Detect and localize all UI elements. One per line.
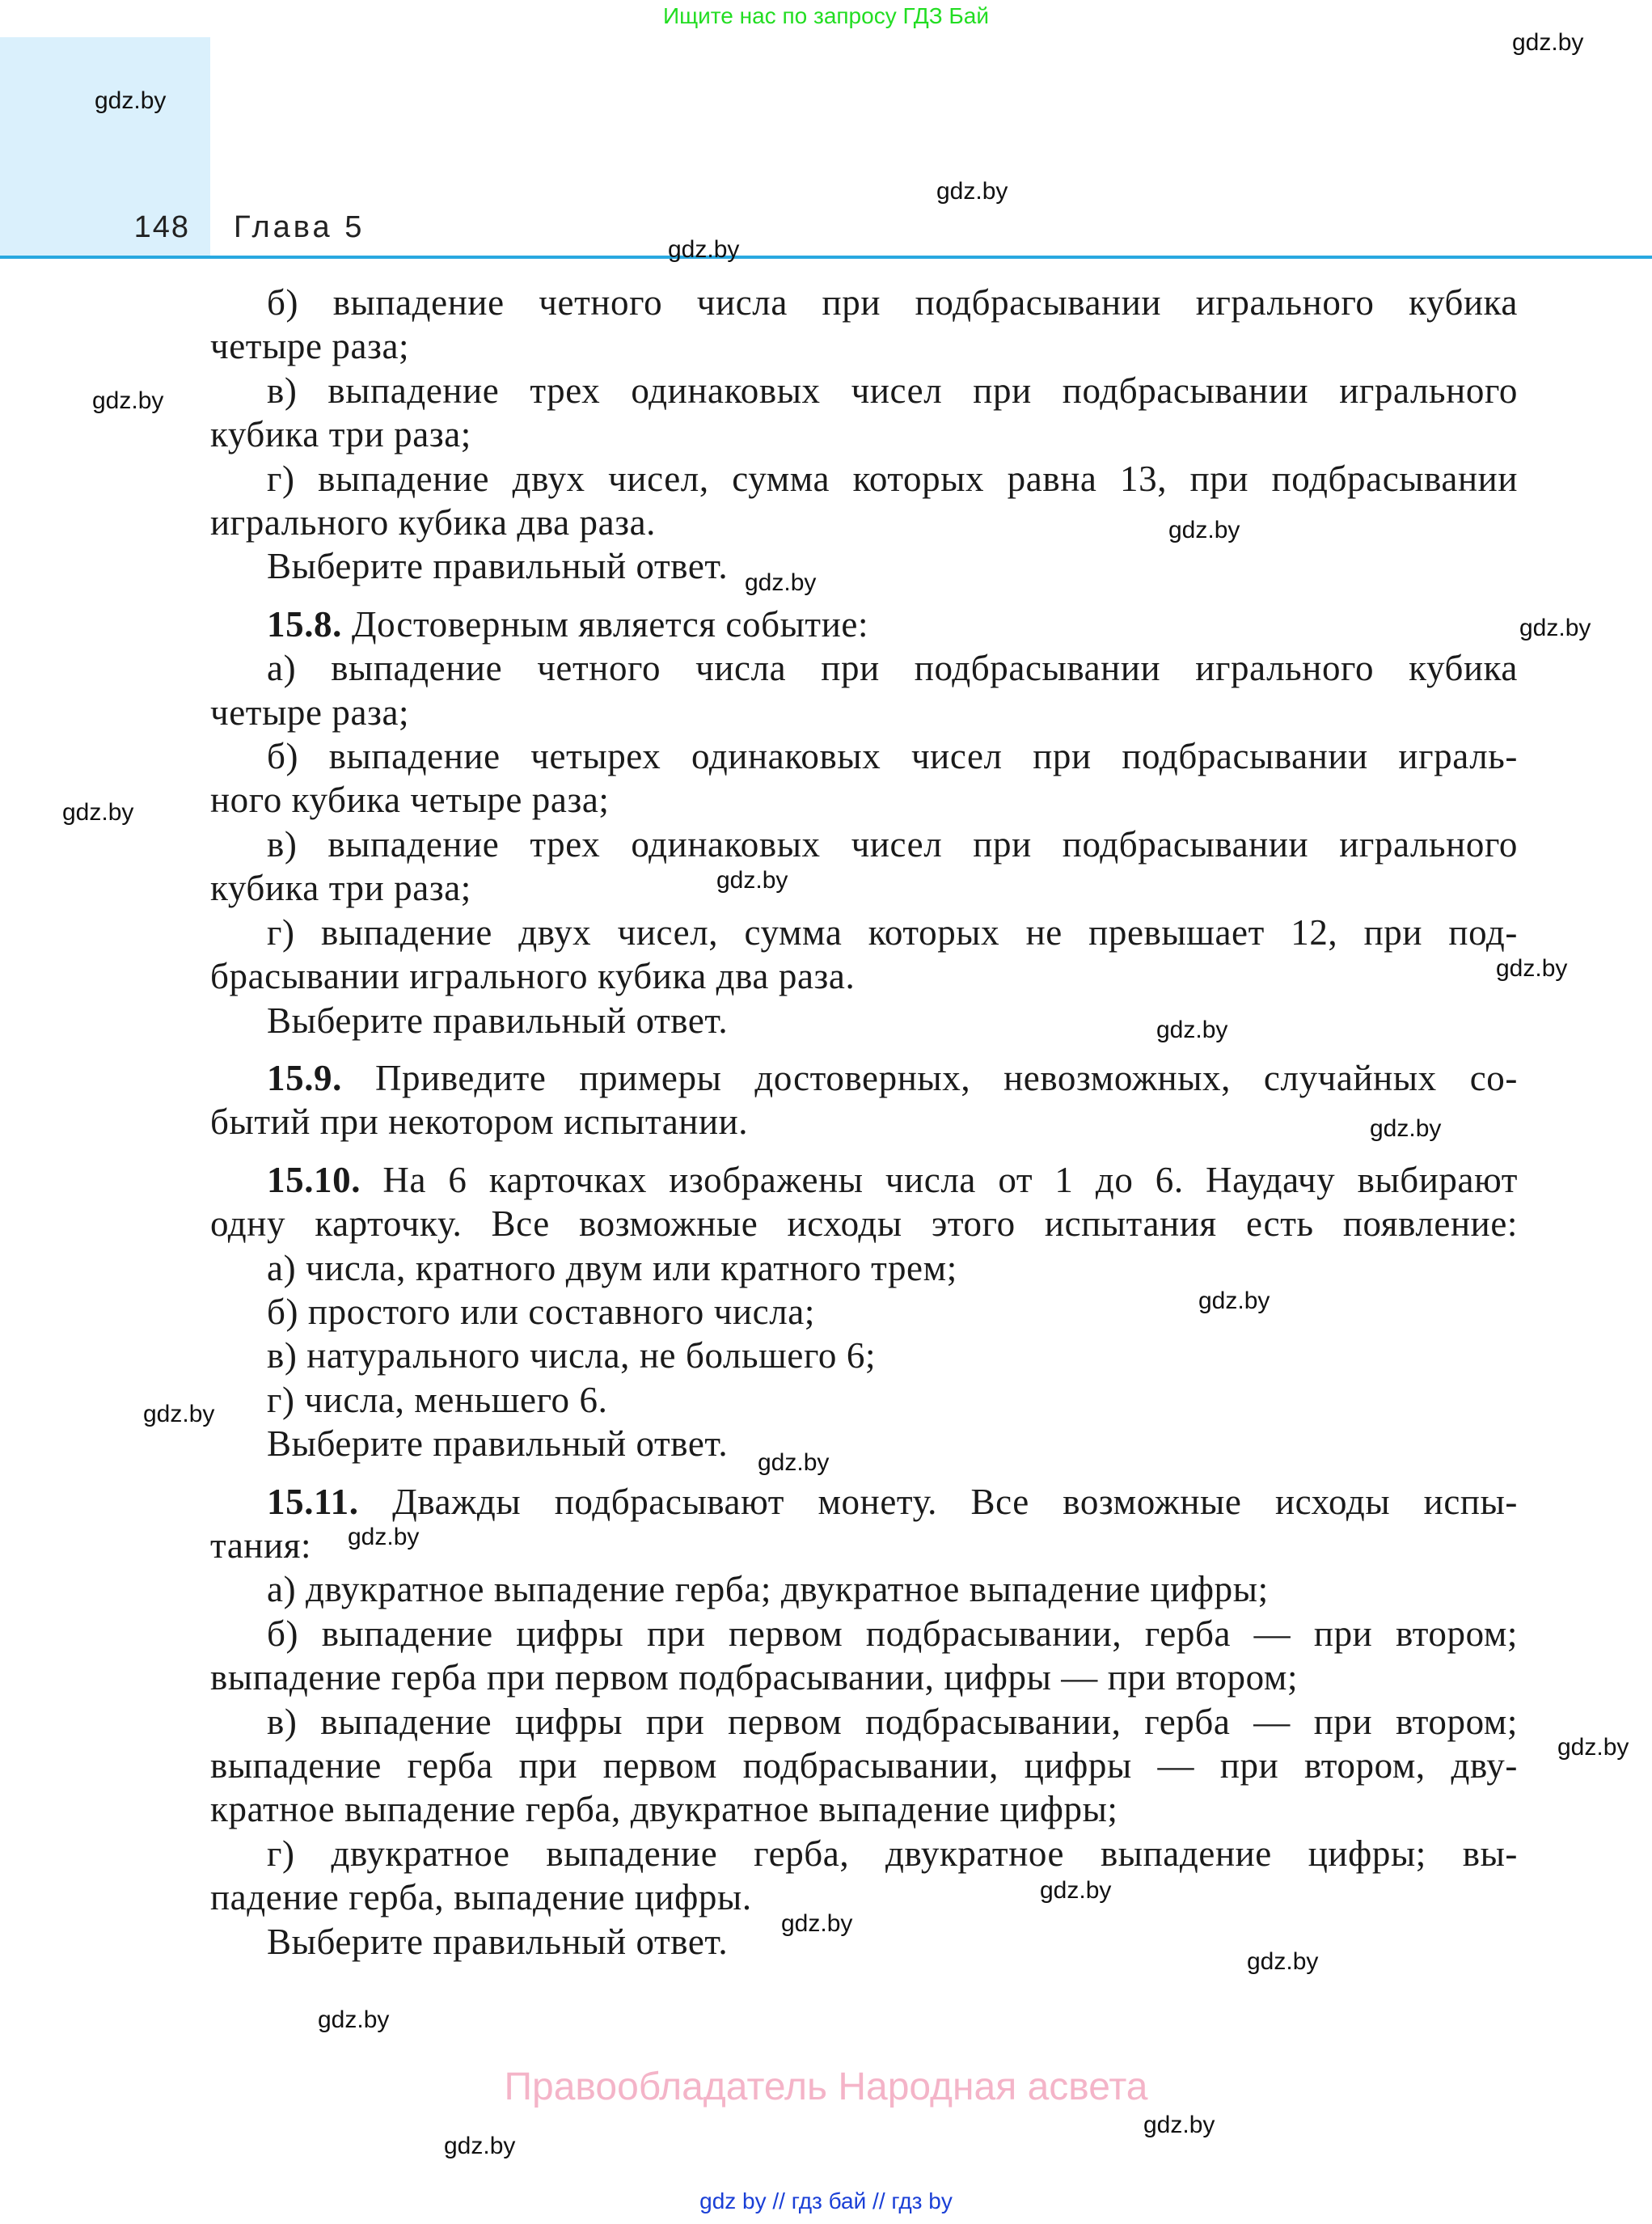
text-line bbox=[210, 603, 1518, 646]
paragraph bbox=[210, 281, 1518, 369]
paragraph bbox=[210, 911, 1518, 999]
line-text: а) числа, кратного двум или кратного трем; bbox=[267, 1247, 957, 1288]
exercise-15.8 bbox=[210, 603, 1518, 646]
line-text: Дважды подбрасывают монету. Все возможные исходы испы- bbox=[358, 1481, 1518, 1522]
exercise-number: 15.11. bbox=[267, 1481, 359, 1522]
line-text: игрального кубика два раза. bbox=[210, 502, 657, 543]
paragraph bbox=[210, 1612, 1518, 1700]
line-text: г) выпадение двух чисел, сумма которых не превышает 12, при под- bbox=[267, 911, 1518, 953]
watermark: gdz.by bbox=[745, 569, 817, 596]
text-line bbox=[210, 999, 1518, 1042]
line-text: Выберите правильный ответ. bbox=[267, 546, 729, 587]
text-line bbox=[210, 954, 1518, 998]
text-line bbox=[210, 281, 1518, 324]
text-line bbox=[210, 1480, 1518, 1524]
line-text: кубика три раза; bbox=[210, 414, 471, 455]
header-divider bbox=[0, 256, 1652, 259]
paragraph bbox=[210, 1378, 1518, 1422]
line-text: в) выпадение трех одинаковых чисел при подбрасывании игрального bbox=[267, 370, 1518, 411]
copyright-owner: Правообладатель Народная асвета bbox=[504, 2065, 1148, 2108]
text-line bbox=[210, 457, 1518, 501]
text-line bbox=[210, 1100, 1518, 1144]
line-text: Выберите правильный ответ. bbox=[267, 1921, 729, 1962]
paragraph bbox=[210, 1832, 1518, 1920]
text-line bbox=[210, 1744, 1518, 1787]
watermark: gdz.by bbox=[318, 2006, 390, 2033]
line-text: брасывании игрального кубика два раза. bbox=[210, 956, 856, 997]
chapter-title: Глава 5 bbox=[234, 210, 365, 244]
watermark: gdz.by bbox=[668, 236, 740, 263]
paragraph bbox=[210, 1422, 1518, 1465]
line-text: ного кубика четыре раза; bbox=[210, 780, 610, 821]
text-line bbox=[210, 1246, 1518, 1290]
watermark: gdz.by bbox=[1168, 517, 1240, 543]
text-line bbox=[210, 1158, 1518, 1202]
text-line bbox=[210, 646, 1518, 690]
text-line bbox=[210, 1567, 1518, 1611]
text-line bbox=[210, 544, 1518, 588]
line-text: б) выпадение четного числа при подбрасывании игрального кубика bbox=[267, 282, 1518, 323]
text-line bbox=[210, 1612, 1518, 1655]
text-line bbox=[210, 1378, 1518, 1422]
watermark: gdz.by bbox=[1247, 1948, 1319, 1975]
line-text: г) числа, меньшего 6. bbox=[267, 1379, 608, 1420]
paragraph bbox=[210, 999, 1518, 1042]
watermark: gdz.by bbox=[1519, 615, 1591, 641]
paragraph bbox=[210, 1246, 1518, 1290]
watermark: gdz.by bbox=[1040, 1877, 1112, 1904]
line-text: г) выпадение двух чисел, сумма которых равна 13, при подбрасывании bbox=[267, 458, 1518, 499]
line-text: тания: bbox=[210, 1524, 312, 1566]
body-text bbox=[210, 281, 1518, 1964]
search-hint-banner: Ищите нас по запросу ГДЗ Бай bbox=[662, 3, 990, 28]
line-text: падение герба, выпадение цифры. bbox=[210, 1877, 752, 1918]
line-text: Достоверным является событие: bbox=[342, 603, 869, 645]
text-line bbox=[210, 501, 1518, 544]
bottom-links[interactable]: gdz by // гдз бай // гдз by bbox=[699, 2188, 953, 2213]
text-line bbox=[210, 691, 1518, 734]
text-line bbox=[210, 1787, 1518, 1831]
line-text: четыре раза; bbox=[210, 326, 410, 367]
line-text: б) выпадение четырех одинаковых чисел при подбрасывании играль- bbox=[267, 736, 1518, 777]
line-text: а) выпадение четного числа при подбрасывании игрального кубика bbox=[267, 648, 1518, 689]
paragraph bbox=[210, 734, 1518, 822]
watermark: gdz.by bbox=[143, 1401, 215, 1427]
exercise-number: 15.9. bbox=[267, 1057, 342, 1098]
paragraph bbox=[210, 1334, 1518, 1377]
watermark: gdz.by bbox=[1557, 1734, 1629, 1761]
text-line bbox=[210, 1202, 1518, 1245]
page-number: 148 bbox=[133, 210, 190, 244]
text-line bbox=[210, 1875, 1518, 1919]
line-text: четыре раза; bbox=[210, 691, 410, 733]
line-text: выпадение герба при первом подбрасывании, цифры — при втором, дву- bbox=[210, 1745, 1518, 1786]
watermark: gdz.by bbox=[936, 178, 1008, 205]
text-line bbox=[210, 822, 1518, 866]
line-text: кубика три раза; bbox=[210, 868, 471, 909]
watermark: gdz.by bbox=[781, 1910, 853, 1937]
text-line bbox=[210, 324, 1518, 368]
text-line bbox=[210, 1334, 1518, 1377]
watermark: gdz.by bbox=[95, 87, 167, 114]
paragraph bbox=[210, 457, 1518, 545]
text-line bbox=[210, 412, 1518, 456]
paragraph bbox=[210, 1700, 1518, 1832]
paragraph bbox=[210, 822, 1518, 911]
paragraph bbox=[210, 1290, 1518, 1334]
line-text: б) выпадение цифры при первом подбрасывании, герба — при втором; bbox=[267, 1613, 1518, 1654]
watermark: gdz.by bbox=[758, 1449, 830, 1476]
line-text: Выберите правильный ответ. bbox=[267, 1423, 729, 1465]
line-text: выпадение герба при первом подбрасывании, цифры — при втором; bbox=[210, 1657, 1299, 1698]
watermark: gdz.by bbox=[62, 799, 134, 826]
line-text: г) двукратное выпадение герба, двукратное выпадение цифры; вы- bbox=[267, 1833, 1518, 1874]
exercise-number: 15.8. bbox=[267, 603, 342, 645]
line-text: а) двукратное выпадение герба; двукратное выпадение цифры; bbox=[267, 1569, 1269, 1610]
text-line bbox=[210, 1056, 1518, 1100]
watermark: gdz.by bbox=[716, 867, 788, 894]
watermark: gdz.by bbox=[1143, 2112, 1215, 2138]
paragraph bbox=[210, 1567, 1518, 1611]
line-text: б) простого или составного числа; bbox=[267, 1291, 815, 1332]
line-text: бытий при некотором испытании. bbox=[210, 1101, 749, 1143]
text-line bbox=[210, 734, 1518, 778]
line-text: в) выпадение трех одинаковых чисел при подбрасывании игрального bbox=[267, 823, 1518, 865]
exercise-number: 15.10. bbox=[267, 1159, 361, 1200]
text-line bbox=[210, 1290, 1518, 1334]
watermark: gdz.by bbox=[444, 2133, 516, 2159]
paragraph bbox=[210, 369, 1518, 457]
text-line bbox=[210, 778, 1518, 822]
text-line bbox=[210, 1655, 1518, 1699]
text-line bbox=[210, 1832, 1518, 1875]
line-text: в) натурального числа, не большего 6; bbox=[267, 1335, 877, 1376]
line-text: в) выпадение цифры при первом подбрасывании, герба — при втором; bbox=[267, 1701, 1518, 1742]
line-text: кратное выпадение герба, двукратное выпадение цифры; bbox=[210, 1789, 1118, 1830]
watermark: gdz.by bbox=[1370, 1115, 1442, 1142]
watermark: gdz.by bbox=[348, 1524, 420, 1550]
line-text: одну карточку. Все возможные исходы этого испытания есть появление: bbox=[210, 1203, 1518, 1245]
paragraph bbox=[210, 544, 1518, 588]
watermark: gdz.by bbox=[1496, 955, 1568, 982]
watermark: gdz.by bbox=[92, 387, 164, 414]
text-line bbox=[210, 866, 1518, 910]
text-line bbox=[210, 911, 1518, 954]
exercise-15.10 bbox=[210, 1158, 1518, 1246]
text-line bbox=[210, 369, 1518, 412]
paragraph bbox=[210, 646, 1518, 734]
text-line bbox=[210, 1920, 1518, 1964]
line-text: Приведите примеры достоверных, невозможных, случайных со- bbox=[342, 1057, 1518, 1098]
text-line bbox=[210, 1700, 1518, 1744]
watermark: gdz.by bbox=[1512, 29, 1584, 56]
paragraph bbox=[210, 1920, 1518, 1964]
watermark: gdz.by bbox=[1156, 1017, 1228, 1043]
watermark: gdz.by bbox=[1198, 1287, 1270, 1314]
line-text: Выберите правильный ответ. bbox=[267, 1000, 729, 1041]
text-line bbox=[210, 1422, 1518, 1465]
exercise-15.9 bbox=[210, 1056, 1518, 1144]
line-text: На 6 карточках изображены числа от 1 до 6. Наудачу выбирают bbox=[361, 1159, 1518, 1200]
